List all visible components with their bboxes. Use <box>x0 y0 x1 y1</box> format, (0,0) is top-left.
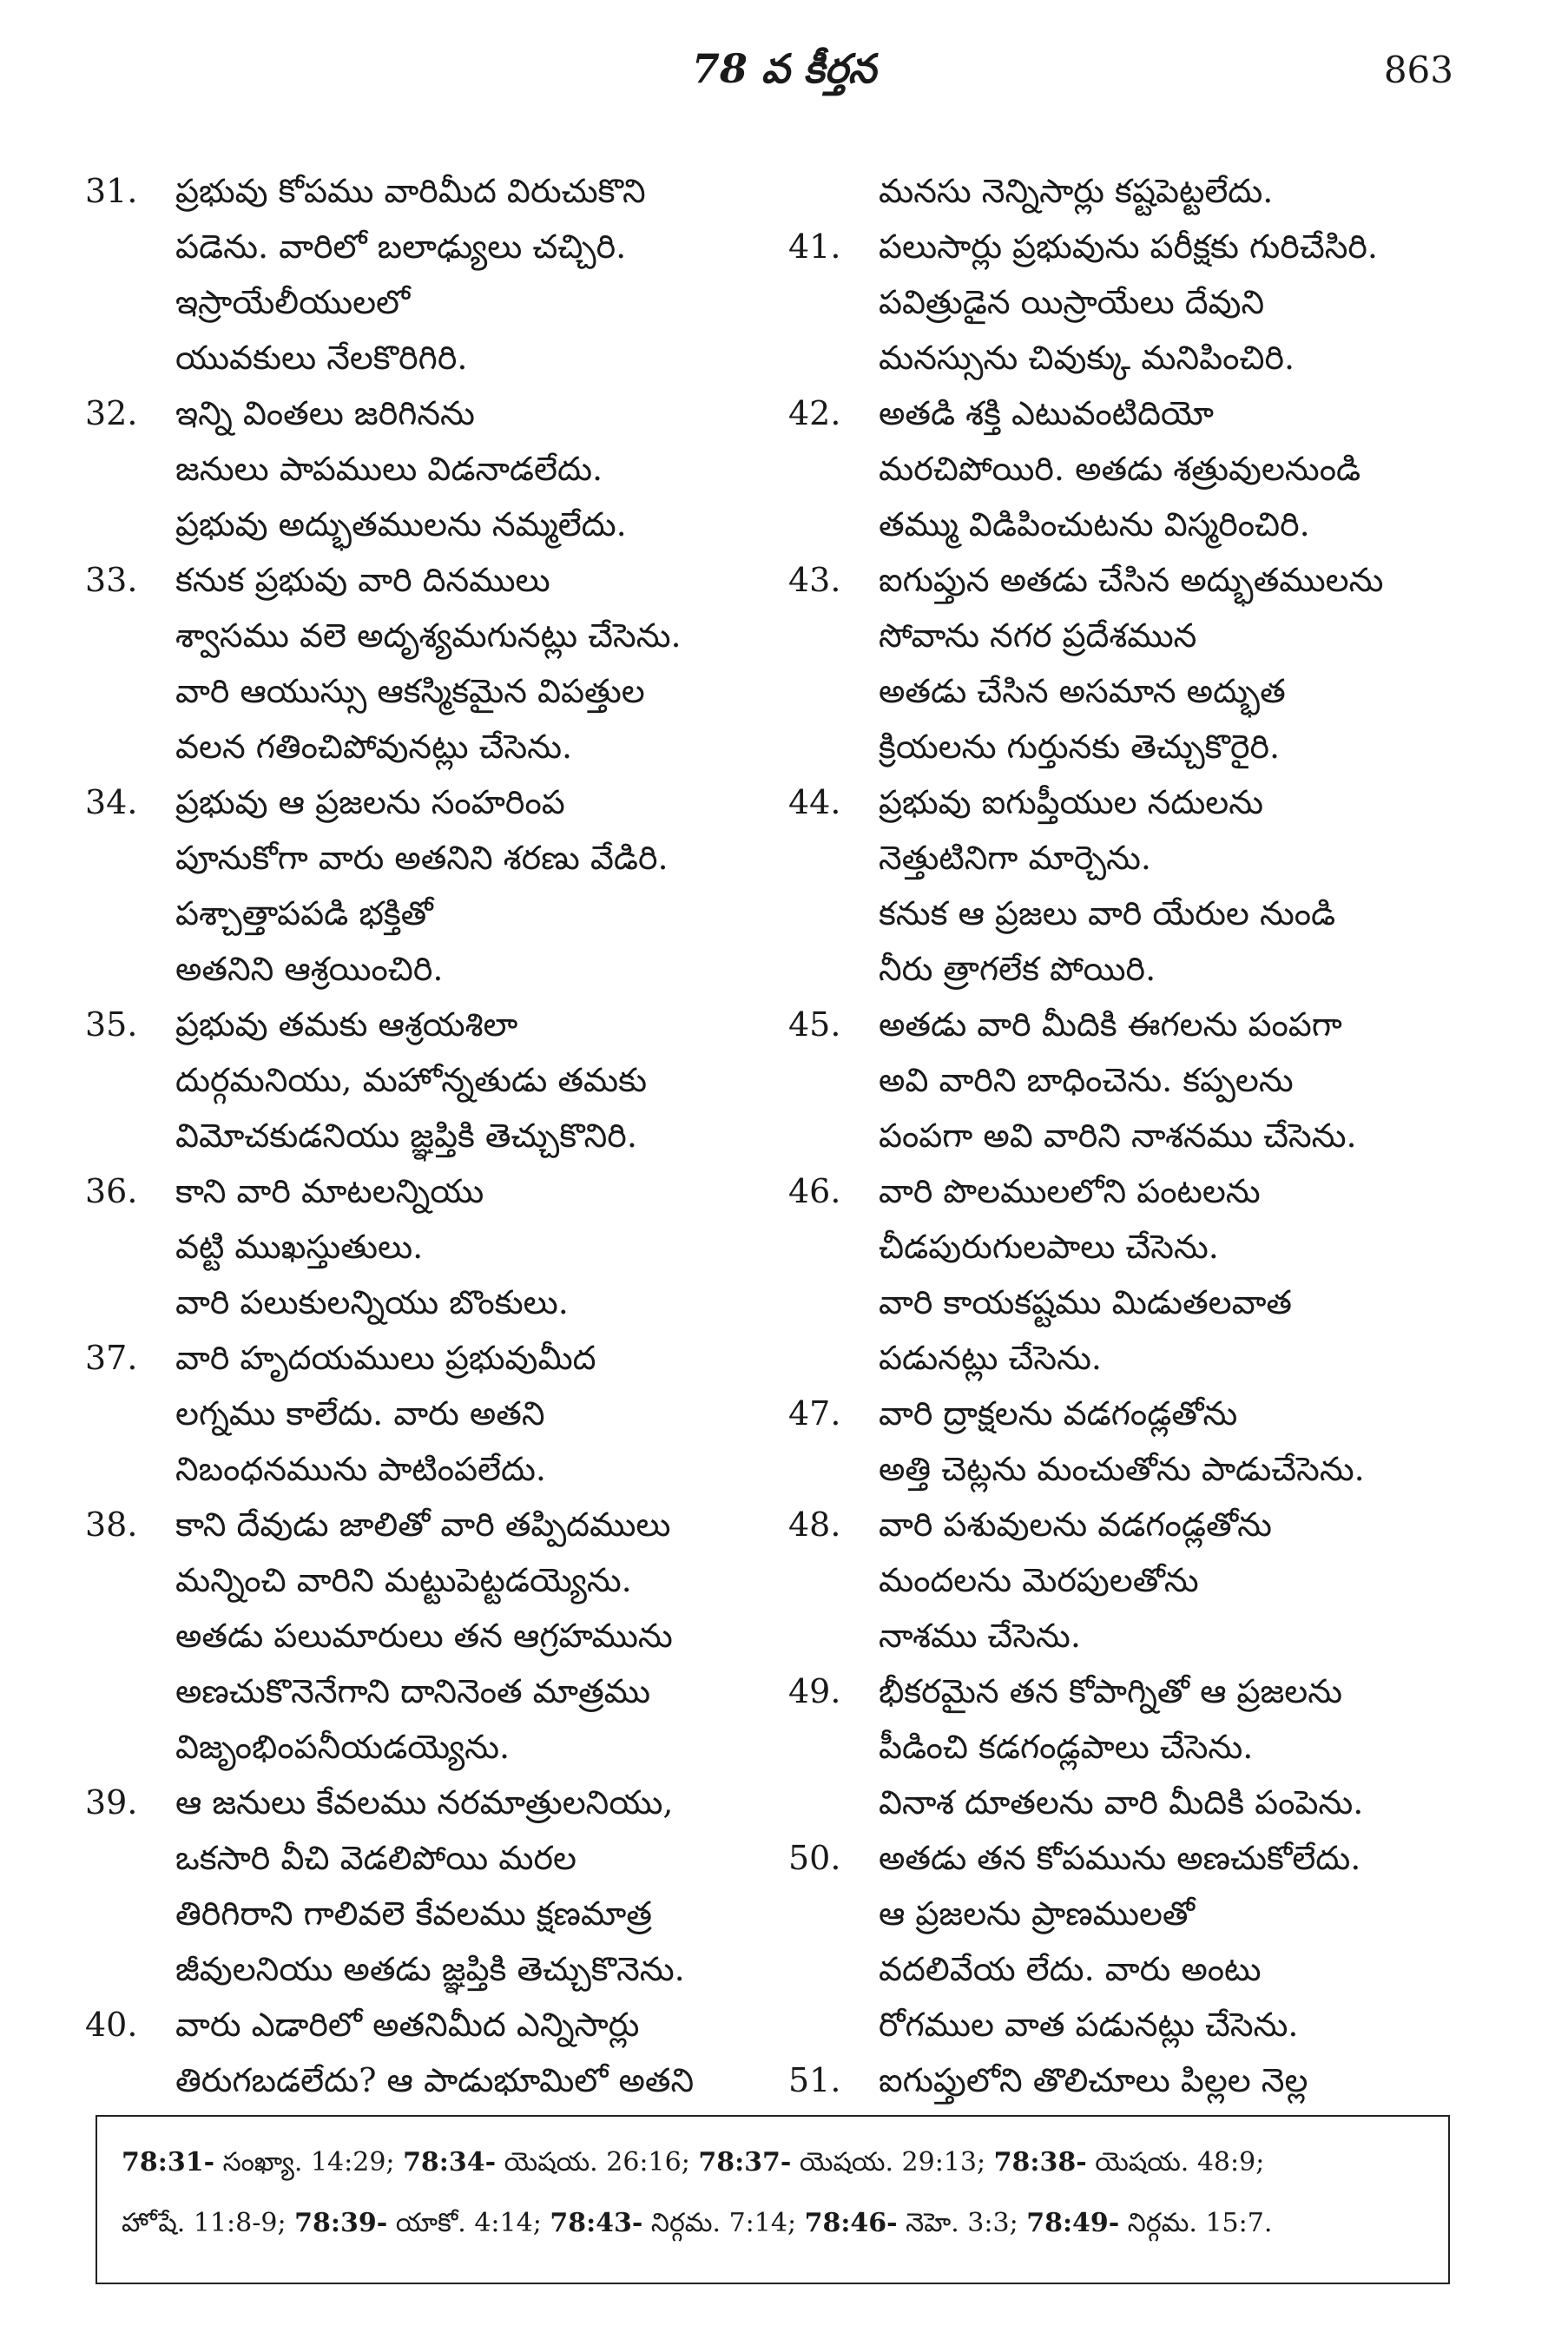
cross-reference-target: నెహె. 3:3; <box>897 2208 1027 2238</box>
verse-line <box>788 163 1483 219</box>
verse-text: సోవాను నగర ప్రదేశమున <box>879 616 1197 655</box>
verse-line <box>788 1886 1483 1941</box>
verse-text: ఐగుప్తులోని తొలిచూలు పిల్లల నెల్ల <box>879 2061 1308 2099</box>
cross-reference-target: యెషయ. 29:13; <box>791 2147 994 2177</box>
verse-text: మనస్సును చివుక్కు మనిపించిరి. <box>879 339 1295 377</box>
verse-number: 35. <box>85 1005 138 1044</box>
verse-line <box>85 830 780 886</box>
cross-reference-verse: 78:38- <box>993 2147 1087 2177</box>
left-column <box>85 163 780 2108</box>
verse-line <box>788 1775 1483 1830</box>
verse-line <box>85 1664 780 1719</box>
page-number: 863 <box>1383 49 1453 91</box>
cross-reference-verse: 78:46- <box>804 2208 898 2238</box>
verse-line <box>85 719 780 774</box>
verse-number: 44. <box>788 783 841 821</box>
verse <box>788 385 1483 552</box>
verse-line <box>85 1497 780 1552</box>
cross-reference-target: యెషయ. 48:9; <box>1086 2147 1265 2177</box>
verse-text: మరచిపోయిరి. అతడు శత్రువులనుండి <box>879 450 1361 488</box>
verse-line <box>788 1108 1483 1163</box>
verse-number: 43. <box>788 561 841 599</box>
verse-line <box>788 552 1483 608</box>
verse-text: వారు ఎడారిలో అతనిమీద ఎన్నిసార్లు <box>175 2006 640 2044</box>
verse-line <box>788 941 1483 997</box>
verse-text: పీడించి కడగండ్లపాలు చేసెను. <box>879 1728 1254 1766</box>
verse <box>788 552 1483 774</box>
verse-number: 46. <box>788 1172 841 1210</box>
verse-text: ఆ జనులు కేవలము నరమాత్రులనియు, <box>175 1783 674 1822</box>
verse-text: శ్వాసము వలె అదృశ్యమగునట్లు చేసెను. <box>175 616 682 655</box>
verse-text: ఆ ప్రజలను ప్రాణములతో <box>879 1894 1195 1933</box>
verse-number: 45. <box>788 1005 841 1044</box>
verse-number: 47. <box>788 1394 841 1433</box>
verse-line <box>788 1941 1483 1997</box>
verse-line <box>788 274 1483 330</box>
verse <box>788 163 1483 219</box>
verse-line <box>85 1719 780 1775</box>
verse-text: నీరు త్రాగలేక పోయిరి. <box>879 950 1156 988</box>
cross-reference-line <box>122 2193 1424 2254</box>
verse-number: 38. <box>85 1505 138 1544</box>
verse-number: 32. <box>85 394 138 432</box>
verse-line <box>788 1830 1483 1886</box>
verse-line <box>788 830 1483 886</box>
verse-line <box>85 163 780 219</box>
verse-number: 40. <box>85 2006 138 2044</box>
verse-number: 36. <box>85 1172 138 1210</box>
verse-text: క్రియలను గుర్తునకు తెచ్చుకొరైరి. <box>879 728 1281 766</box>
verse-text: నాశము చేసెను. <box>879 1617 1081 1655</box>
verse-text: కాని దేవుడు జాలితో వారి తప్పిదములు <box>175 1505 671 1544</box>
verse-text: మందలను మెరపులతోను <box>879 1561 1199 1599</box>
verse-text: పవిత్రుడైన యిస్రాయేలు దేవుని <box>879 283 1265 321</box>
verse-text: అతడు తన కోపమును అణచుకోలేదు. <box>879 1839 1361 1877</box>
cross-reference-verse: 78:31- <box>122 2147 215 2177</box>
verse-text: కనుక ఆ ప్రజలు వారి యేరుల నుండి <box>879 894 1336 932</box>
verse-text: మన్నించి వారిని మట్టుపెట్టడయ్యెను. <box>175 1561 632 1599</box>
verse-number: 33. <box>85 561 138 599</box>
verse-line <box>85 497 780 552</box>
verse-line <box>85 1163 780 1219</box>
verse-text: లగ్నము కాలేదు. వారు అతని <box>175 1394 545 1433</box>
verse-text: ప్రభువు తమకు ఆశ్రయశిలా <box>175 1005 518 1044</box>
verse-text: విజృంభింపనీయడయ్యెను. <box>175 1728 511 1766</box>
verse-text: ప్రభువు అద్భుతములను నమ్మలేదు. <box>175 505 627 544</box>
verse-line <box>788 1719 1483 1775</box>
verse-line <box>85 441 780 497</box>
cross-reference-verse: 78:49- <box>1026 2208 1120 2238</box>
verse-line <box>788 1219 1483 1275</box>
verse-line <box>85 1608 780 1664</box>
cross-reference-verse: 78:37- <box>698 2147 792 2177</box>
verse-line <box>788 997 1483 1052</box>
verse-line <box>85 941 780 997</box>
verse-text: విమోచకుడనియు జ్ఞప్తికి తెచ్చుకొనిరి. <box>175 1117 637 1155</box>
verse-line <box>85 1886 780 1941</box>
verse-line <box>788 1330 1483 1386</box>
cross-reference-target: నిర్గమ. 7:14; <box>642 2208 805 2238</box>
verse-text: ప్రభువు ఆ ప్రజలను సంహరింప <box>175 783 565 821</box>
verse-text: వదలివేయ లేదు. వారు అంటు <box>879 1950 1262 1988</box>
verse-number: 34. <box>85 783 138 821</box>
verse-text: చీడపురుగులపాలు చేసెను. <box>879 1228 1219 1266</box>
verse <box>788 1163 1483 1386</box>
verse-number: 37. <box>85 1339 138 1377</box>
verse-line <box>788 2052 1483 2108</box>
verse-line <box>788 1386 1483 1441</box>
verse-line <box>788 886 1483 941</box>
cross-reference-target: సంఖ్యా. 14:29; <box>214 2147 404 2177</box>
verse-line <box>85 330 780 385</box>
verse-text: ఐగుప్తున అతడు చేసిన అద్భుతములను <box>879 561 1384 599</box>
verse-line <box>788 1163 1483 1219</box>
verse-text: ఇన్ని వింతలు జరిగినను <box>175 394 475 432</box>
verse <box>85 1163 780 1330</box>
verse-text: కనుక ప్రభువు వారి దినములు <box>175 561 550 599</box>
verse-text: తమ్ము విడిపించుటను విస్మరించిరి. <box>879 505 1310 544</box>
verse-line <box>788 219 1483 274</box>
verse <box>788 774 1483 997</box>
verse-text: వారి పశువులను వడగండ్లతోను <box>879 1505 1272 1544</box>
verse-line <box>85 1997 780 2052</box>
verse-line <box>788 330 1483 385</box>
verse <box>85 1775 780 1997</box>
verse-text: వారి పొలములలోని పంటలను <box>879 1172 1261 1210</box>
verse-text: కాని వారి మాటలన్నియు <box>175 1172 484 1210</box>
verse-line <box>85 774 780 830</box>
verse-text: దుర్గమనియు, మహోన్నతుడు తమకు <box>175 1061 648 1099</box>
verse-text: పడునట్లు చేసెను. <box>879 1339 1102 1377</box>
verse-text: వారి హృదయములు ప్రభువుమీద <box>175 1339 596 1377</box>
verse-line <box>788 385 1483 441</box>
verse-line <box>788 1664 1483 1719</box>
verse-number: 51. <box>788 2061 841 2099</box>
verse-text: అణచుకొనెనేగాని దానినెంత మాత్రము <box>175 1672 651 1710</box>
verse-line <box>85 886 780 941</box>
verse-line <box>85 1441 780 1497</box>
verse-line <box>85 1386 780 1441</box>
verse <box>85 385 780 552</box>
verse-text: వినాశ దూతలను వారి మీదికి పంపెను. <box>879 1783 1364 1822</box>
verse-number: 48. <box>788 1505 841 1544</box>
verse-line <box>788 1997 1483 2052</box>
cross-reference-target: యాకో. 4:14; <box>387 2208 550 2238</box>
verse-line <box>788 1052 1483 1108</box>
verse-text: వారి పలుకులన్నియు బొంకులు. <box>175 1283 569 1321</box>
verse-line <box>788 1275 1483 1330</box>
verse-line <box>788 1497 1483 1552</box>
verse-line <box>85 608 780 663</box>
verse-line <box>85 385 780 441</box>
cross-reference-verse: 78:39- <box>294 2208 388 2238</box>
verse-text: నిబంధనమును పాటింపలేదు. <box>175 1450 546 1488</box>
verse <box>788 219 1483 385</box>
verse-text: అవి వారిని బాధించెను. కప్పలను <box>879 1061 1294 1099</box>
verse-line <box>788 774 1483 830</box>
verse-text: రోగముల వాత పడునట్లు చేసెను. <box>879 2006 1299 2044</box>
verse-text: వారి ఆయుస్సు ఆకస్మికమైన విపత్తుల <box>175 672 645 710</box>
verse-text: అతడు పలుమారులు తన ఆగ్రహమును <box>175 1617 673 1655</box>
verse-text: అతనిని ఆశ్రయించిరి. <box>175 950 444 988</box>
verse-line <box>788 608 1483 663</box>
verse <box>85 1330 780 1497</box>
verse <box>85 774 780 997</box>
verse-text: ప్రభువు కోపము వారిమీద విరుచుకొని <box>175 172 646 210</box>
verse-text: జీవులనియు అతడు జ్ఞప్తికి తెచ్చుకొనెను. <box>175 1950 685 1988</box>
verse <box>788 1386 1483 1497</box>
cross-reference-target: నిర్గమ. 15:7. <box>1119 2208 1273 2238</box>
verse-text: వారి ద్రాక్షలను వడగండ్లతోను <box>879 1394 1238 1433</box>
verse <box>85 1497 780 1775</box>
verse-text: జనులు పాపములు విడనాడలేదు. <box>175 450 603 488</box>
verse-text: తిరిగిరాని గాలివలె కేవలము క్షణమాత్ర <box>175 1894 652 1933</box>
verse <box>788 2052 1483 2108</box>
verse-text: అత్తి చెట్లను మంచుతోను పాడుచేసెను. <box>879 1450 1365 1488</box>
verse-text: ప్రభువు ఐగుప్తీయుల నదులను <box>879 783 1264 821</box>
chapter-title: 78 వ కీర్తన <box>691 45 877 92</box>
verse-line <box>85 2052 780 2108</box>
verse-line <box>788 497 1483 552</box>
verse-number: 49. <box>788 1672 841 1710</box>
verse-text: తిరుగబడలేదు? ఆ పాడుభూమిలో అతని <box>175 2061 695 2099</box>
verse-line <box>85 1275 780 1330</box>
cross-reference-target: హోషే. 11:8-9; <box>122 2208 295 2238</box>
verse-line <box>85 1052 780 1108</box>
verse-line <box>85 663 780 719</box>
verse-line <box>85 1219 780 1275</box>
verse-text: ఇస్రాయేలీయులలో <box>175 283 411 321</box>
verse-line <box>85 1830 780 1886</box>
cross-reference-box <box>96 2115 1450 2284</box>
verse-line <box>788 719 1483 774</box>
verse-text: యువకులు నేలకొరిగిరి. <box>175 339 468 377</box>
verse-text: వారి కాయకష్టము మిడుతలవాత <box>879 1283 1292 1321</box>
verse-text: పలుసార్లు ప్రభువును పరీక్షకు గురిచేసిరి. <box>879 227 1378 266</box>
verse <box>85 1997 780 2108</box>
verse-line <box>85 1108 780 1163</box>
verse-line <box>85 997 780 1052</box>
verse-line <box>788 1441 1483 1497</box>
verse <box>85 163 780 385</box>
verse-text: ఒకసారి వీచి వెడలిపోయి మరల <box>175 1839 576 1877</box>
verse-text: అతడి శక్తి ఎటువంటిదియో <box>879 394 1214 432</box>
cross-reference-verse: 78:34- <box>403 2147 497 2177</box>
verse-line <box>85 552 780 608</box>
verse <box>788 1664 1483 1830</box>
verse-text: మనసు నెన్నిసార్లు కష్టపెట్టలేదు. <box>879 172 1274 210</box>
verse <box>788 1830 1483 2052</box>
verse-line <box>85 1941 780 1997</box>
verse <box>85 997 780 1163</box>
verse-number: 31. <box>85 172 138 210</box>
cross-reference-line <box>122 2132 1424 2193</box>
verse-number: 39. <box>85 1783 138 1822</box>
verse-line <box>85 1775 780 1830</box>
verse-line <box>788 663 1483 719</box>
verse-line <box>85 1330 780 1386</box>
verse-text: పశ్చాత్తాపపడి భక్తితో <box>175 894 433 932</box>
verse <box>788 1497 1483 1664</box>
verse-line <box>788 441 1483 497</box>
cross-reference-target: యెషయ. 26:16; <box>496 2147 699 2177</box>
verse-text: నెత్తుటినిగా మార్చెను. <box>879 839 1151 877</box>
page-header <box>0 45 1568 106</box>
right-column <box>788 163 1483 2108</box>
verse-text: భీకరమైన తన కోపాగ్నితో ఆ ప్రజలను <box>879 1672 1343 1710</box>
verse-line <box>85 274 780 330</box>
verse-line <box>85 219 780 274</box>
verse-number: 41. <box>788 227 841 266</box>
verse-line <box>85 1552 780 1608</box>
verse-text: పడెను. వారిలో బలాఢ్యులు చచ్చిరి. <box>175 227 627 266</box>
verse-text: పంపగా అవి వారిని నాశనము చేసెను. <box>879 1117 1357 1155</box>
verse-text: అతడు చేసిన అసమాన అద్భుత <box>879 672 1286 710</box>
verse-text: పూనుకోగా వారు అతనిని శరణు వేడిరి. <box>175 839 669 877</box>
cross-reference-verse: 78:43- <box>550 2208 643 2238</box>
verse-text: వలన గతించిపోవునట్లు చేసెను. <box>175 728 573 766</box>
verse <box>85 552 780 774</box>
verse <box>788 997 1483 1163</box>
verse-text: అతడు వారి మీదికి ఈగలను పంపగా <box>879 1005 1342 1044</box>
verse-text: వట్టి ముఖస్తుతులు. <box>175 1228 424 1266</box>
verse-line <box>788 1552 1483 1608</box>
verse-number: 50. <box>788 1839 841 1877</box>
verse-number: 42. <box>788 394 841 432</box>
verse-line <box>788 1608 1483 1664</box>
